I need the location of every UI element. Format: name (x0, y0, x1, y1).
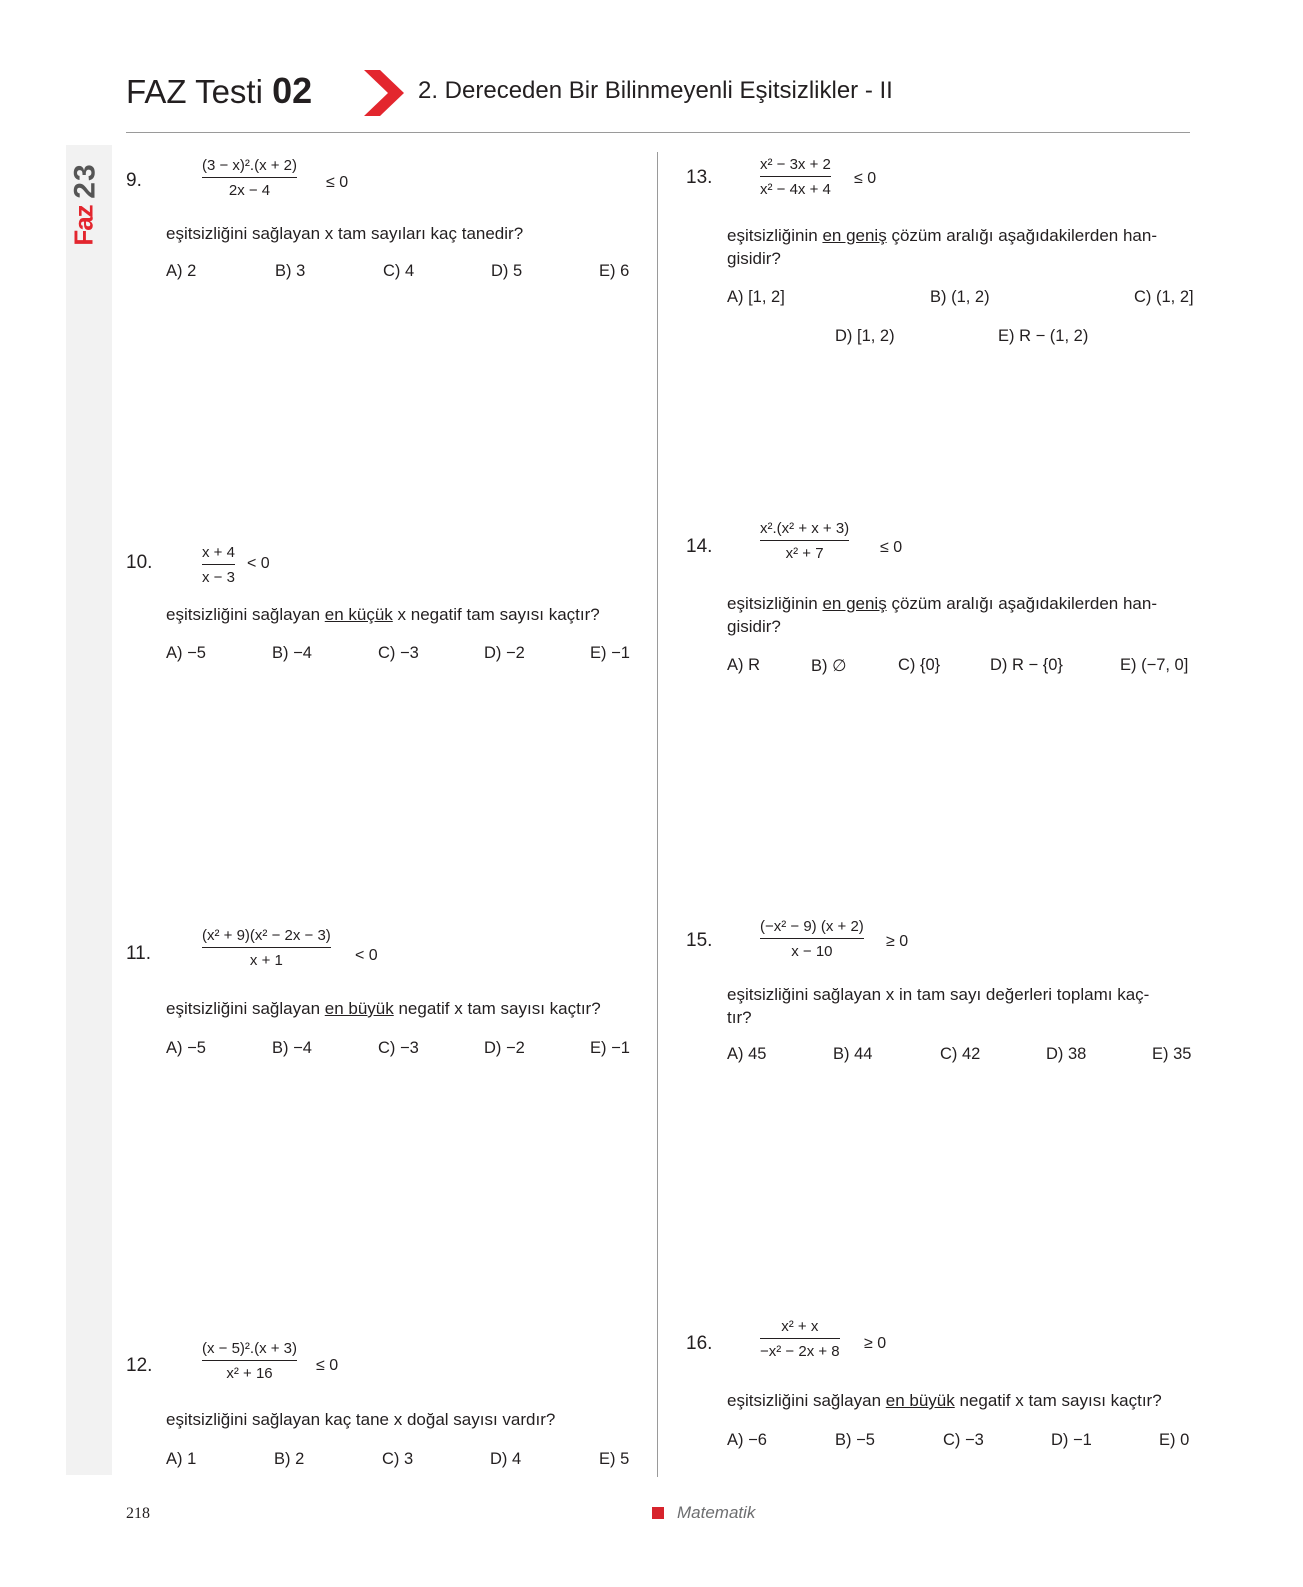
page-subtitle: 2. Dereceden Bir Bilinmeyenli Eşitsizlikler - II (418, 77, 893, 104)
option-a[interactable]: A) 1 (166, 1450, 197, 1468)
numerator: x².(x² + x + 3) (760, 520, 850, 537)
option-a[interactable]: A) −6 (727, 1431, 767, 1449)
relation: < 0 (247, 555, 270, 572)
fraction (202, 927, 331, 969)
option-e[interactable]: E) 6 (599, 262, 630, 280)
option-e[interactable]: E) −1 (590, 1039, 630, 1057)
relation: ≥ 0 (886, 933, 909, 950)
page-number: 218 (126, 1505, 150, 1522)
fraction (202, 544, 235, 586)
title-prefix: FAZ Testi (126, 73, 263, 110)
fraction-bar (202, 1360, 297, 1361)
option-c[interactable]: C) 4 (383, 262, 415, 280)
question-stem: eşitsizliğini sağlayan x tam sayıları kaç tanedir? (166, 224, 524, 243)
option-a[interactable]: A) [1, 2] (727, 288, 785, 306)
numerator: (3 − x)².(x + 2) (202, 157, 298, 174)
option-c[interactable]: C) −3 (378, 644, 419, 662)
question-stem: eşitsizliğinin en geniş çözüm aralığı aşağıdakilerden han- gisidir? (727, 594, 1157, 636)
chevron-right-icon (364, 70, 404, 116)
question-number: 16. (686, 1333, 713, 1354)
option-d[interactable]: D) 38 (1046, 1045, 1087, 1063)
option-c[interactable]: C) 3 (382, 1450, 414, 1468)
option-c[interactable]: C) (1, 2] (1134, 288, 1194, 306)
option-d[interactable]: D) −1 (1051, 1431, 1092, 1449)
option-b[interactable]: B) −4 (272, 1039, 312, 1057)
option-e[interactable]: E) 35 (1152, 1045, 1192, 1063)
question-stem: eşitsizliğini sağlayan en küçük x negatif tam sayısı kaçtır? (166, 605, 600, 624)
fraction-bar (202, 947, 331, 948)
option-b[interactable]: B) −4 (272, 644, 312, 662)
option-d[interactable]: D) 5 (491, 262, 523, 280)
option-e[interactable]: E) −1 (590, 644, 630, 662)
option-b[interactable]: B) (1, 2) (930, 288, 990, 306)
numerator: (−x² − 9) (x + 2) (760, 918, 864, 935)
fraction (760, 520, 849, 562)
relation: < 0 (355, 947, 378, 964)
denominator: x + 1 (249, 952, 283, 969)
question-stem: eşitsizliğini sağlayan en büyük negatif x tam sayısı kaçtır? (166, 999, 601, 1018)
numerator: x² − 3x + 2 (760, 156, 831, 173)
relation: ≥ 0 (864, 1335, 887, 1352)
fraction (760, 918, 864, 960)
question-number: 15. (686, 930, 713, 951)
numerator: (x² + 9)(x² − 2x − 3) (202, 927, 331, 944)
question-number: 11. (126, 943, 152, 964)
option-d[interactable]: D) −2 (484, 1039, 525, 1057)
option-c[interactable]: C) −3 (378, 1039, 419, 1057)
denominator: x² + 16 (226, 1365, 273, 1382)
option-d[interactable]: D) R − {0} (990, 656, 1063, 674)
option-a[interactable]: A) −5 (166, 1039, 206, 1057)
question-stem: eşitsizliğini sağlayan en büyük negatif x tam sayısı kaçtır? (727, 1391, 1162, 1410)
question-number: 10. (126, 552, 153, 573)
page-title (126, 70, 312, 112)
denominator: −x² − 2x + 8 (760, 1343, 840, 1360)
relation: ≤ 0 (316, 1357, 339, 1374)
fraction-bar (202, 177, 297, 178)
option-a[interactable]: A) R (727, 656, 760, 674)
fraction-bar (760, 1338, 840, 1339)
option-a[interactable]: A) 2 (166, 262, 197, 280)
fraction (202, 157, 297, 199)
fraction-bar (760, 938, 864, 939)
relation: ≤ 0 (880, 539, 903, 556)
option-a[interactable]: A) −5 (166, 644, 206, 662)
denominator: x − 10 (791, 943, 833, 960)
option-e[interactable]: E) 0 (1159, 1431, 1190, 1449)
column-divider (657, 152, 658, 1477)
question-stem: eşitsizliğini sağlayan x in tam sayı değerleri toplamı kaç- tır? (727, 985, 1150, 1027)
option-b[interactable]: B) 44 (833, 1045, 873, 1063)
numerator: (x − 5)².(x + 3) (202, 1340, 298, 1357)
option-d[interactable]: D) [1, 2) (835, 327, 895, 345)
question-number: 14. (686, 536, 713, 557)
header-divider (126, 132, 1190, 133)
footer-square-icon (652, 1507, 664, 1519)
option-c[interactable]: C) 42 (940, 1045, 981, 1063)
option-d[interactable]: D) −2 (484, 644, 525, 662)
numerator: x² + x (781, 1318, 819, 1335)
option-b[interactable]: B) 2 (274, 1450, 305, 1468)
option-c[interactable]: C) {0} (898, 656, 941, 674)
question-number: 13. (686, 167, 713, 188)
denominator: x − 3 (202, 569, 235, 586)
option-e[interactable]: E) (−7, 0] (1120, 656, 1189, 674)
side-number: 23 (68, 163, 102, 199)
denominator: x² − 4x + 4 (760, 181, 831, 198)
option-b[interactable]: B) 3 (275, 262, 306, 280)
fraction (760, 156, 831, 198)
relation: ≤ 0 (326, 174, 349, 191)
side-brand: Faz (68, 205, 99, 246)
denominator: x² + 7 (785, 545, 824, 562)
option-d[interactable]: D) 4 (490, 1450, 522, 1468)
fraction (760, 1318, 840, 1360)
fraction-bar (760, 176, 831, 177)
question-stem: eşitsizliğini sağlayan kaç tane x doğal sayısı vardır? (166, 1410, 556, 1429)
option-e[interactable]: E) R − (1, 2) (998, 327, 1089, 345)
title-number: 02 (272, 70, 313, 111)
option-b[interactable]: B) ∅ (811, 657, 847, 675)
side-logo (68, 150, 106, 260)
fraction-bar (760, 540, 849, 541)
question-number: 12. (126, 1355, 153, 1376)
numerator: x + 4 (202, 544, 235, 561)
fraction (202, 1340, 297, 1382)
footer-subject: Matematik (677, 1503, 756, 1522)
option-a[interactable]: A) 45 (727, 1045, 767, 1063)
question-number: 9. (126, 170, 142, 191)
side-strip (66, 145, 112, 1475)
relation: ≤ 0 (854, 170, 877, 187)
option-c[interactable]: C) −3 (943, 1431, 984, 1449)
option-e[interactable]: E) 5 (599, 1450, 630, 1468)
option-b[interactable]: B) −5 (835, 1431, 875, 1449)
denominator: 2x − 4 (228, 182, 271, 199)
fraction-bar (202, 564, 235, 565)
question-stem: eşitsizliğinin en geniş çözüm aralığı aşağıdakilerden han- gisidir? (727, 226, 1157, 268)
